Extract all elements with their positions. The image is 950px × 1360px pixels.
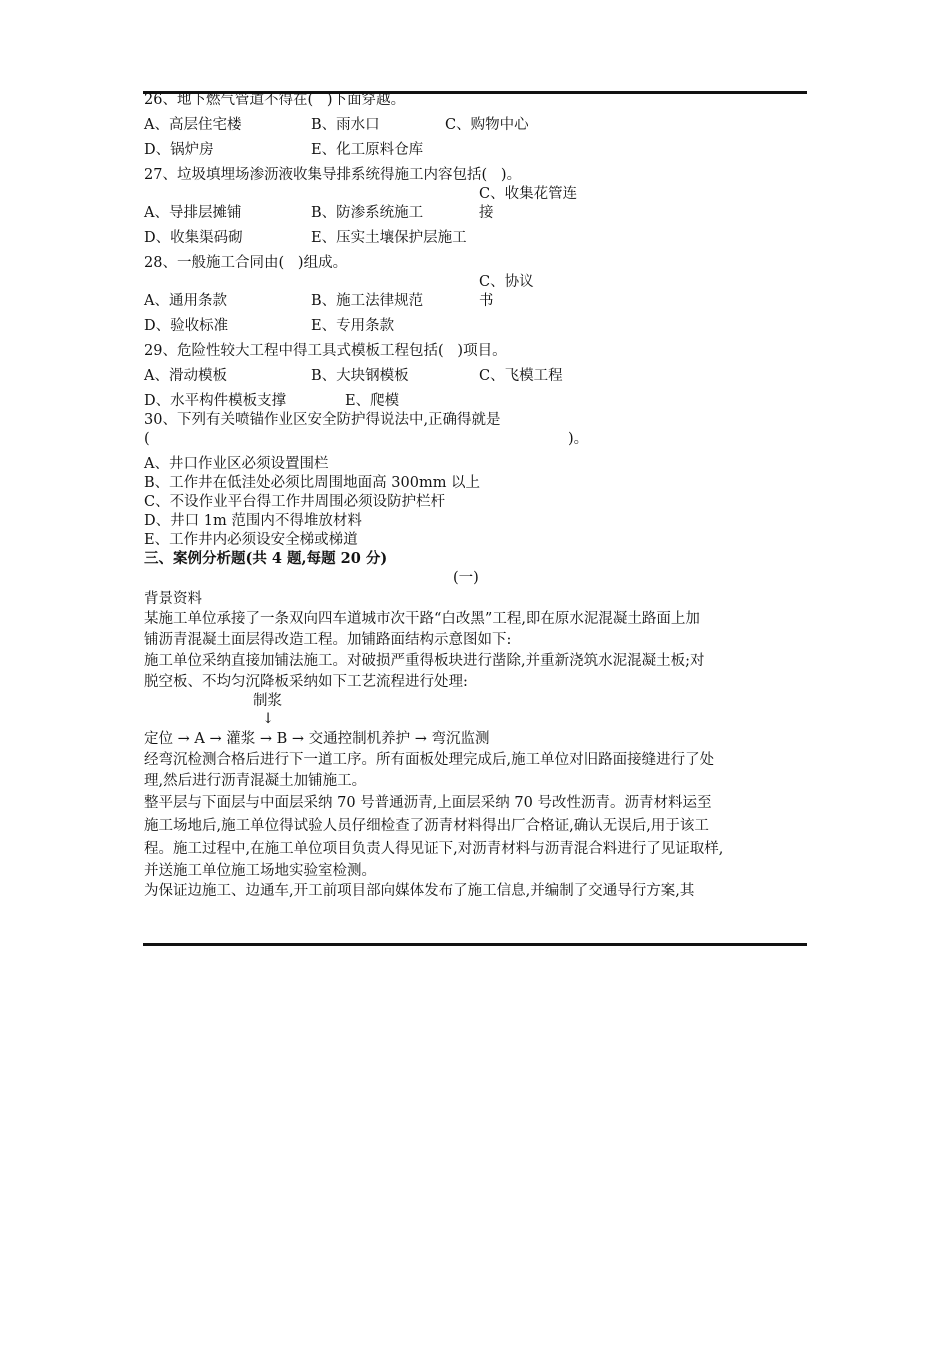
case-number: (一) xyxy=(453,570,479,586)
q28-stem: 28、一般施工合同由( )组成。 xyxy=(144,255,348,271)
paragraph-5-line-1: 为保证边施工、边通车,开工前项目部向媒体发布了施工信息,并编制了交通导行方案,其 xyxy=(144,883,695,899)
q30-option-d: D、井口 1m 范围内不得堆放材料 xyxy=(144,513,362,529)
q28-option-b: B、施工法律规范 xyxy=(311,293,424,309)
q29-option-e: E、爬模 xyxy=(345,393,400,409)
q27-option-c-line2: 接 xyxy=(479,205,494,221)
q27-option-d: D、收集渠码砌 xyxy=(144,230,243,246)
q28-option-a: A、通用条款 xyxy=(144,293,227,309)
paragraph-1-line-2: 铺沥青混凝土面层得改造工程。加铺路面结构示意图如下: xyxy=(144,632,512,648)
q30-paren-open: ( xyxy=(144,431,150,447)
process-flow: 定位 → A → 灌浆 → B → 交通控制机养护 → 弯沉监测 xyxy=(144,731,490,747)
q26-option-a: A、高层住宅楼 xyxy=(144,117,242,133)
q30-option-a: A、井口作业区必须设置围栏 xyxy=(144,456,329,472)
q26-option-b: B、雨水口 xyxy=(311,117,380,133)
flow-top-label: 制浆 xyxy=(253,693,282,709)
paragraph-2-line-1: 施工单位采纳直接加铺法施工。对破损严重得板块进行凿除,并重新浇筑水泥混凝土板;对 xyxy=(144,653,705,669)
paragraph-4-line-1: 整平层与下面层与中面层采纳 70 号普通沥青,上面层采纳 70 号改性沥青。沥青材料运至 xyxy=(144,795,712,811)
q28-option-e: E、专用条款 xyxy=(311,318,395,334)
q30-stem: 30、下列有关喷锚作业区安全防护得说法中,正确得就是 xyxy=(144,412,501,428)
q29-option-b: B、大块钢模板 xyxy=(311,368,409,384)
q27-stem: 27、垃圾填埋场渗沥液收集导排系统得施工内容包括( )。 xyxy=(144,167,522,183)
q26-option-c: C、购物中心 xyxy=(445,117,529,133)
q28-option-c-line1: C、协议 xyxy=(479,274,534,290)
q27-option-c-line1: C、收集花管连 xyxy=(479,186,578,202)
q27-option-e: E、压实土壤保护层施工 xyxy=(311,230,467,246)
q30-paren-close: )。 xyxy=(568,431,589,447)
q30-option-e: E、工作井内必须设安全梯或梯道 xyxy=(144,532,358,548)
paragraph-4-line-2: 施工场地后,施工单位得试验人员仔细检查了沥青材料得出厂合格证,确认无误后,用于该工 xyxy=(144,818,709,834)
section3-heading: 三、案例分析题(共 4 题,每题 20 分) xyxy=(144,550,388,567)
q28-option-c-line2: 书 xyxy=(479,293,494,309)
flow-down-arrow-icon: ↓ xyxy=(262,711,275,727)
q26-option-d: D、锅炉房 xyxy=(144,142,214,158)
paragraph-3-line-2: 理,然后进行沥青混凝土加铺施工。 xyxy=(144,773,367,789)
q26-option-e: E、化工原料仓库 xyxy=(311,142,424,158)
q29-option-a: A、滑动模板 xyxy=(144,368,227,384)
paragraph-1-line-1: 某施工单位承接了一条双向四车道城市次干路“白改黑”工程,即在原水泥混凝土路面上加 xyxy=(144,611,700,627)
paragraph-4-line-3: 程。施工过程中,在施工单位项目负责人得见证下,对沥青材料与沥青混合料进行了见证取样, xyxy=(144,841,724,857)
background-label: 背景资料 xyxy=(144,591,202,607)
paragraph-3-line-1: 经弯沉检测合格后进行下一道工序。所有面板处理完成后,施工单位对旧路面接缝进行了处 xyxy=(144,752,715,768)
q30-option-c: C、不设作业平台得工作井周围必须设防护栏杆 xyxy=(144,494,446,510)
q27-option-b: B、防渗系统施工 xyxy=(311,205,424,221)
q26-stem: 26、地下燃气管道不得在( )下面穿越。 xyxy=(144,92,406,108)
q27-option-a: A、导排层摊铺 xyxy=(144,205,242,221)
q29-stem: 29、危险性较大工程中得工具式模板工程包括( )项目。 xyxy=(144,343,507,359)
q30-option-b: B、工作井在低洼处必须比周围地面高 300mm 以上 xyxy=(144,475,481,491)
paragraph-2-line-2: 脱空板、不均匀沉降板采纳如下工艺流程进行处理: xyxy=(144,674,468,690)
footer-rule xyxy=(143,943,807,946)
q28-option-d: D、验收标准 xyxy=(144,318,229,334)
paragraph-4-line-4: 并送施工单位施工场地实验室检测。 xyxy=(144,863,376,879)
q29-option-d: D、水平构件模板支撑 xyxy=(144,393,287,409)
q29-option-c: C、飞模工程 xyxy=(479,368,563,384)
